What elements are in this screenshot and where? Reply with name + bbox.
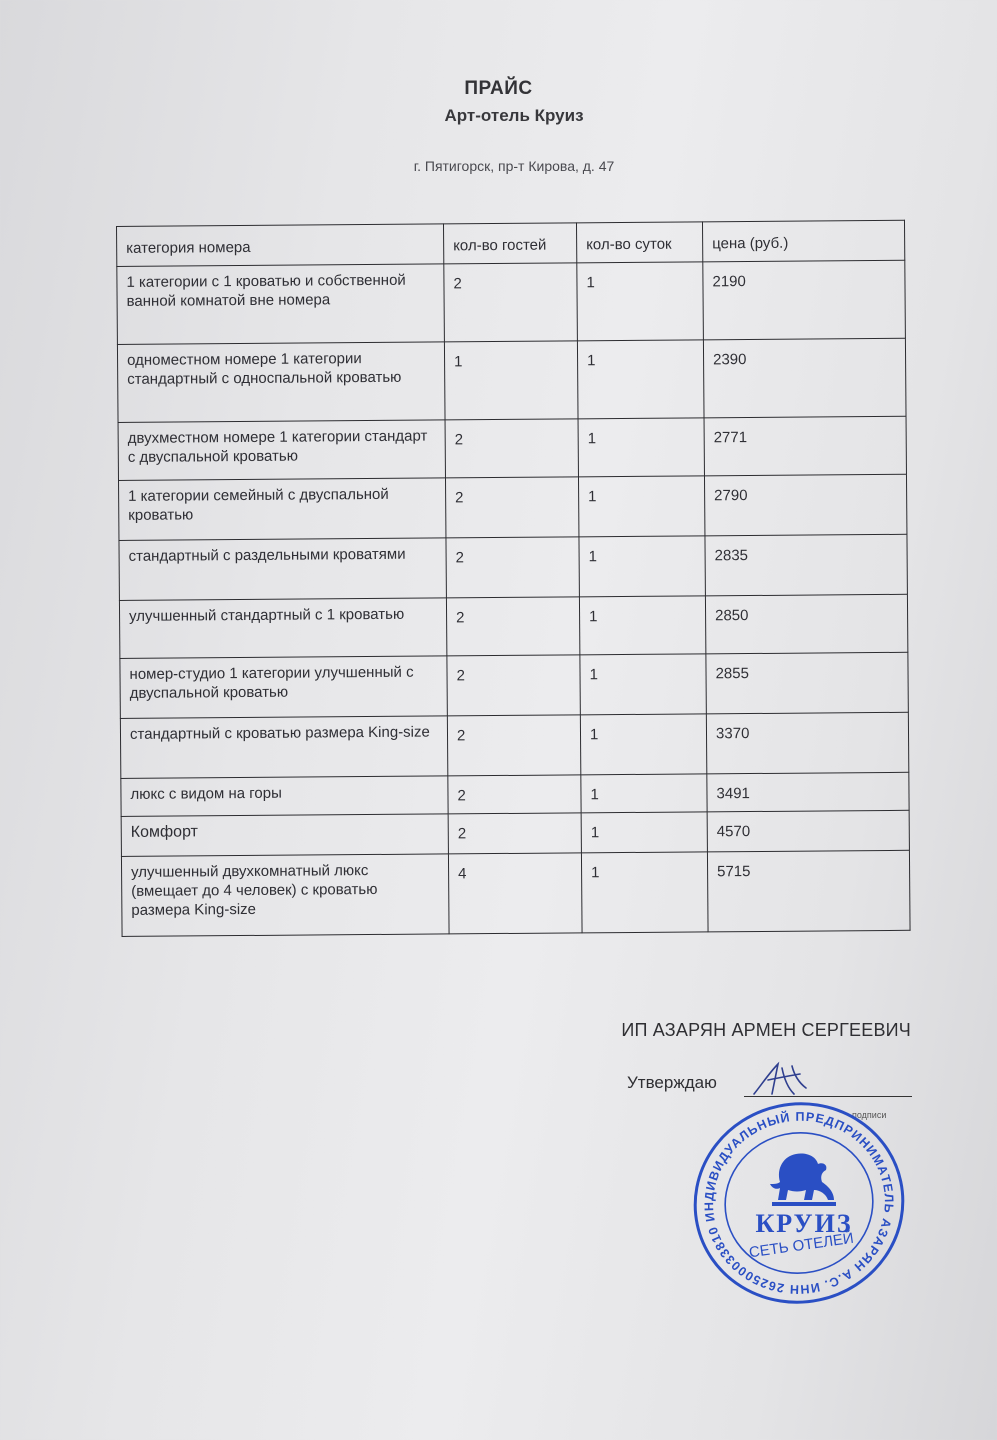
table-row <box>119 534 907 600</box>
cell-category: двухместном номере 1 категории стандарт с двуспальной кроватью <box>118 420 445 481</box>
table-row <box>119 594 907 658</box>
table-row <box>121 810 909 856</box>
cell-days: 1 <box>578 418 704 477</box>
cell-days: 1 <box>578 476 704 537</box>
header-guests: кол-во гостей <box>443 223 576 264</box>
header-price: цена (руб.) <box>702 220 904 262</box>
entrepreneur-name: ИП АЗАРЯН АРМЕН СЕРГЕЕВИЧ <box>621 1020 911 1040</box>
cell-guests: 2 <box>446 597 579 656</box>
cell-category: стандартный с раздельными кроватями <box>119 538 446 601</box>
signature-caption: подписи <box>852 1110 887 1120</box>
table-header-row <box>117 220 905 266</box>
table-row <box>117 338 906 422</box>
cell-price: 2790 <box>704 474 906 536</box>
cell-price: 3491 <box>707 772 909 812</box>
table-row <box>118 474 906 540</box>
cell-guests: 2 <box>448 813 581 854</box>
cell-guests: 4 <box>448 853 582 934</box>
cell-price: 3370 <box>706 712 908 774</box>
cell-guests: 2 <box>448 775 581 814</box>
cell-days: 1 <box>581 812 707 853</box>
cell-guests: 2 <box>445 477 578 538</box>
lion-emblem <box>770 1153 836 1206</box>
cell-price: 4570 <box>707 810 909 852</box>
header-category: категория номера <box>117 224 444 267</box>
stamp-tagline: СЕТЬ ОТЕЛЕЙ <box>747 1229 855 1262</box>
cell-guests: 1 <box>444 341 578 420</box>
stamp-brand: КРУИЗ <box>755 1209 853 1238</box>
price-table <box>116 220 911 937</box>
cell-price: 5715 <box>707 850 910 932</box>
approve-label: Утверждаю <box>627 1073 717 1092</box>
table-row <box>117 260 906 344</box>
cell-guests: 2 <box>446 537 579 598</box>
cell-days: 1 <box>579 536 705 597</box>
cell-days: 1 <box>577 340 704 419</box>
cell-days: 1 <box>581 852 708 933</box>
cell-price: 2190 <box>703 260 906 340</box>
cell-price: 2835 <box>705 534 907 596</box>
table-row <box>120 712 908 778</box>
cell-days: 1 <box>579 596 705 655</box>
cell-guests: 2 <box>447 715 580 776</box>
stamp-ring-text: ИНДИВИДУАЛЬНЫЙ ПРЕДПРИНИМАТЕЛЬ АЗАРЯН А.С. ИНН 262500033810 <box>702 1109 896 1297</box>
cell-category: люкс с видом на горы <box>121 776 448 817</box>
cell-days: 1 <box>580 714 706 775</box>
cell-price: 2850 <box>705 594 907 654</box>
cell-guests: 2 <box>445 419 578 478</box>
cell-category: стандартный с кроватью размера King-size <box>120 716 447 779</box>
table-row <box>121 850 910 936</box>
table-row <box>121 772 909 816</box>
cell-category: одноместном номере 1 категории стандартный с односпальной кроватью <box>117 342 445 423</box>
table-row <box>120 652 908 718</box>
cell-category: 1 категории с 1 кроватью и собственной ванной комнатой вне номера <box>117 264 445 345</box>
cell-category: улучшенный стандартный с 1 кроватью <box>119 598 446 659</box>
cell-price: 2390 <box>703 338 906 418</box>
company-stamp <box>688 1098 910 1308</box>
cell-price: 2855 <box>706 652 908 714</box>
cell-days: 1 <box>580 654 706 715</box>
cell-price: 2771 <box>704 416 906 476</box>
cell-category: улучшенный двухкомнатный люкс (вмещает до 4 человек) с кроватью размера King-size <box>121 854 449 937</box>
cell-category: Комфорт <box>121 814 448 857</box>
hotel-name: Арт-отель Круиз <box>444 106 584 125</box>
cell-guests: 2 <box>444 263 578 342</box>
hotel-address: г. Пятигорск, пр-т Кирова, д. 47 <box>413 158 615 174</box>
table-row <box>118 416 906 480</box>
cell-category: 1 категории семейный с двуспальной кроватью <box>118 478 445 541</box>
handwritten-signature <box>748 1060 812 1100</box>
document-title: ПРАЙС <box>464 78 533 99</box>
cell-days: 1 <box>581 774 707 813</box>
cell-category: номер-студио 1 категории улучшенный с двуспальной кроватью <box>120 656 447 719</box>
cell-guests: 2 <box>447 655 580 716</box>
cell-days: 1 <box>577 262 704 341</box>
header-days: кол-во суток <box>576 222 702 263</box>
